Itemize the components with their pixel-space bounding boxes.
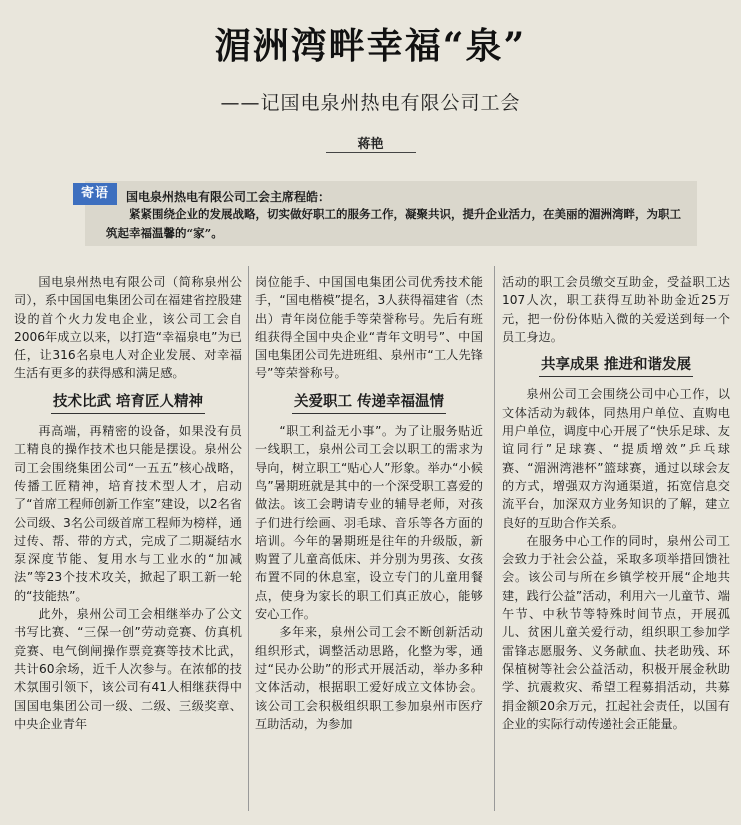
article-subtitle: ——记国电泉州热电有限公司工会	[220, 92, 521, 114]
paragraph: 多年来，泉州公司工会不断创新活动组织形式，调整活动思路，化整为零，通过“民办公助”的形式开展活动，举办多种文体活动，根据职工爱好成立文体协会。该公司工会积极组织职工参加泉州市医疗互助活动，为参加	[255, 625, 483, 731]
section-heading-text: 技术比武 培育匠人精神	[51, 393, 205, 414]
column-divider	[248, 266, 249, 811]
column-2	[255, 273, 483, 733]
paragraph: 再高端，再精密的设备，如果没有员工精良的操作技术也只能是摆设。泉州公司工会围绕集团公司“一五五”核心战略，传播工匠精神，培育技术型人才，启动了“首席工程师创新工作室”建设，以2名省公司级、3名公司级首席工程师为榜样，通过传、帮、带的方式，完成了二期凝结水泵深度节能、复用水与工业水的“加减法”等23个技术攻关，掀起了职工新一轮的“技能热”。	[14, 424, 242, 603]
paragraph: 在服务中心工作的同时，泉州公司工会致力于社会公益，采取多项举措回馈社会。该公司与所在乡镇学校开展“企地共建，践行公益”活动，利用六一儿童节、端午节、中秋节等特殊时间节点，开展孤儿、贫困儿童关爱行动，组织职工参加学雷锋志愿服务、义务献血、扶老助残、环保植树等社会公益活动，积极开展金秋助学、抗震救灾、希望工程募捐活动，共募捐金额20余万元，扛起社会责任，以国有企业的实际行动传递社会正能量。	[502, 533, 730, 731]
paragraph: 活动的职工会员缴交互助金，受益职工达107人次，职工获得互助补助金近25万元，把一份份体贴入微的关爱送到每一个员工身边。	[502, 275, 730, 344]
paragraph: 此外，泉州公司工会相继举办了公文书写比赛、“三保一创”劳动竞赛、仿真机竞赛、电气倒闸操作票竞赛等技术比武，共计60余场，近千人次参与。在浓郁的技术氛围引领下，该公司有41人相继获得中国国电集团公司一级、二级、三级奖章、中央企业青年	[14, 607, 242, 731]
article-author: 蒋艳	[357, 137, 384, 152]
column-divider	[494, 266, 495, 811]
section-heading-text: 共享成果 推进和谐发展	[539, 356, 693, 377]
preface-heading: 国电泉州热电有限公司工会主席程皓：	[126, 190, 331, 204]
preface-tag: 寄语	[73, 183, 117, 205]
section-heading	[14, 393, 242, 414]
section-heading	[502, 356, 730, 377]
section-heading-text: 关爱职工 传递幸福温情	[292, 393, 446, 414]
preface-body: 紧紧围绕企业的发展战略，切实做好职工的服务工作，凝聚共识，提升企业活力，在美丽的湄洲湾畔，为职工筑起幸福温馨的“家”。	[106, 207, 681, 240]
paragraph: 国电泉州热电有限公司（简称泉州公司），系中国国电集团公司在福建省控股建设的首个火力发电企业，该公司工会自2006年成立以来，以打造“幸福泉电”为已任，让316名泉电人对企业发展、对幸福生活有更多的获得感和满足感。	[14, 275, 242, 381]
author-divider	[326, 152, 416, 153]
column-3	[502, 273, 730, 733]
paragraph: 岗位能手、中国国电集团公司优秀技术能手，“国电楷模”提名，3人获得福建省（杰出）青年岗位能手等荣誉称号。先后有班组获得全国中央企业“青年文明号”、中国国电集团公司先进班组、泉州市“工人先锋号”等荣誉称号。	[255, 275, 483, 381]
column-1	[14, 273, 242, 733]
paragraph: “职工利益无小事”。为了让服务贴近一线职工，泉州公司工会以职工的需求为导向，树立职工“贴心人”形象。举办“小候鸟”暑期班就是其中的一个深受职工喜爱的做法。该工会聘请专业的辅导老师，对孩子们进行绘画、羽毛球、音乐等各方面的培训。今年的暑期班是往年的升级版，新购置了儿童高低床、并分别为男孩、女孩布置不同的休息室，设立专门的儿童用餐点，使身为家长的职工们真正放心，能够安心工作。	[255, 424, 483, 622]
section-heading	[255, 393, 483, 414]
paragraph: 泉州公司工会围绕公司中心工作，以文体活动为载体，同热用户单位、直购电用户单位，调度中心开展了“快乐足球、友谊同行”足球赛、“提质增效”乒乓球赛、“湄洲湾港杯”篮球赛，通过以球会友的方式，增强双方沟通渠道，拓宽信息交流平台，加深双方业务知识的了解，建立良好的互助合作关系。	[502, 387, 730, 530]
article-title: 湄洲湾畔幸福“泉”	[214, 25, 527, 67]
